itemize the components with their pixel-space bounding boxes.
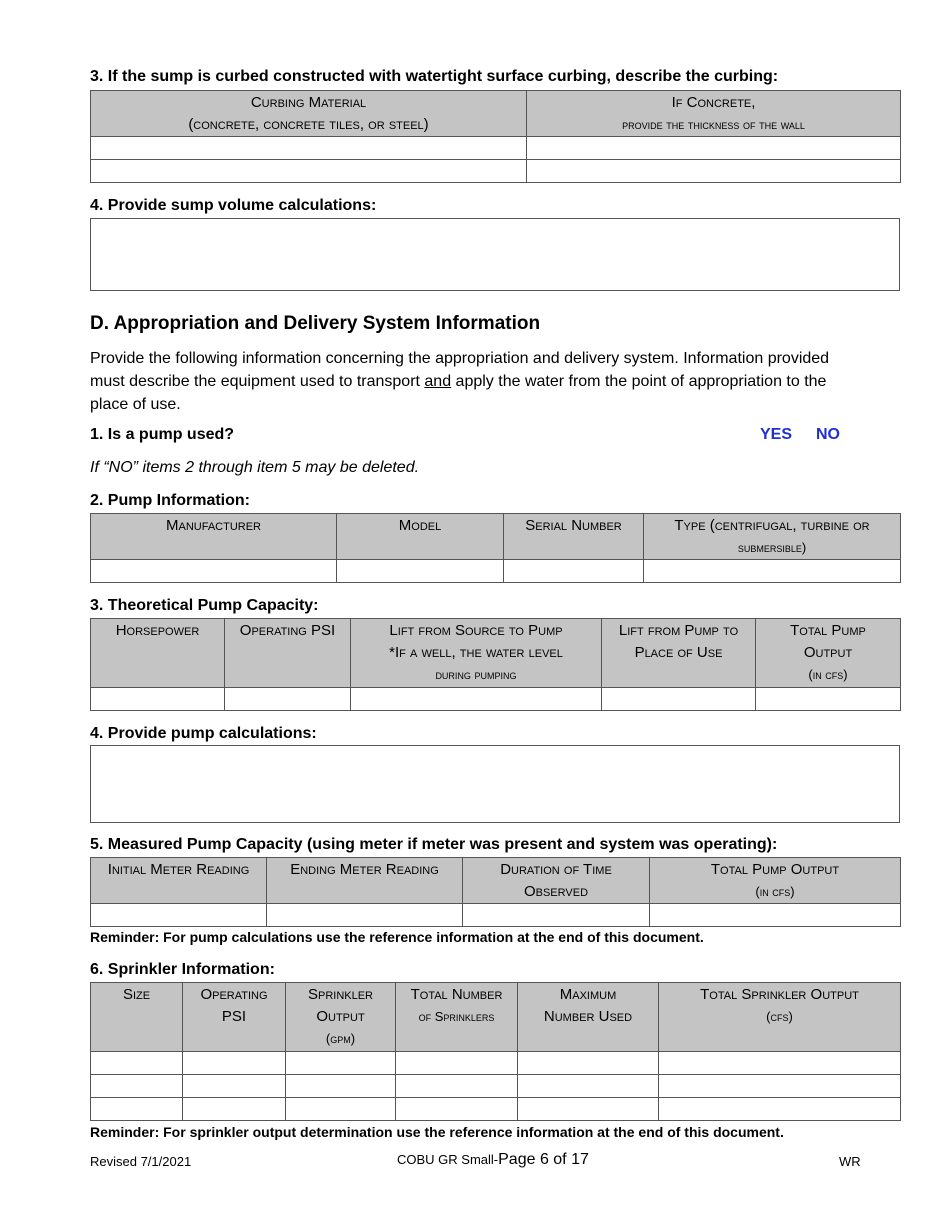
total-sprinkler-output-cell[interactable] — [659, 1098, 901, 1121]
pump-used-heading: 1. Is a pump used? — [90, 426, 235, 443]
size-cell[interactable] — [91, 1052, 183, 1075]
manufacturer-cell[interactable] — [91, 560, 337, 583]
footer-page-info: COBU GR Small-Page 6 of 17 — [397, 1151, 589, 1168]
curbing-material-cell[interactable] — [91, 160, 527, 183]
sprinkler-output-cell[interactable] — [286, 1075, 396, 1098]
yes-option[interactable]: YES — [760, 426, 793, 443]
ending-meter-header: Ending Meter Reading — [267, 858, 463, 904]
measured-total-output-cell[interactable] — [650, 904, 901, 927]
footer-revised: Revised 7/1/2021 — [90, 1154, 192, 1169]
footer-code: WR — [839, 1154, 861, 1169]
size-header: Size — [91, 983, 183, 1052]
sprinkler-output-header: Sprinkler Output (gpm) — [286, 983, 396, 1052]
max-number-used-cell[interactable] — [518, 1052, 659, 1075]
duration-header: Duration of Time Observed — [463, 858, 650, 904]
size-cell[interactable] — [91, 1098, 183, 1121]
total-sprinkler-output-header: Total Sprinkler Output (cfs) — [659, 983, 901, 1052]
total-sprinkler-output-cell[interactable] — [659, 1075, 901, 1098]
section-d-intro: Provide the following information concerning the appropriation and delivery system. Information provided must describe the equipment used to transport and apply the water from the point of appropriation to the place of use. — [90, 350, 830, 413]
section-d-title: D. Appropriation and Delivery System Information — [90, 313, 541, 334]
page-number: Page 6 of 17 — [498, 1151, 589, 1168]
sprinkler-psi-cell[interactable] — [183, 1075, 286, 1098]
sprinkler-psi-cell[interactable] — [183, 1098, 286, 1121]
lift-pump-header: Lift from Pump to Place of Use — [602, 619, 756, 688]
model-cell[interactable] — [337, 560, 504, 583]
pump-calc-heading: 4. Provide pump calculations: — [90, 725, 317, 742]
concrete-thickness-cell[interactable] — [527, 137, 901, 160]
serial-number-cell[interactable] — [504, 560, 644, 583]
total-sprinkler-output-cell[interactable] — [659, 1052, 901, 1075]
total-sprinklers-header: Total Number of Sprinklers — [396, 983, 518, 1052]
duration-cell[interactable] — [463, 904, 650, 927]
total-pump-output-cell[interactable] — [756, 688, 901, 711]
pump-type-header: Type (centrifugal, turbine or submersible) — [644, 514, 901, 560]
pump-info-heading: 2. Pump Information: — [90, 492, 250, 509]
pump-reminder: Reminder: For pump calculations use the reference information at the end of this document. — [90, 929, 704, 945]
sump-calc-heading: 4. Provide sump volume calculations: — [90, 197, 377, 214]
manufacturer-header: Manufacturer — [91, 514, 337, 560]
sprinkler-psi-cell[interactable] — [183, 1052, 286, 1075]
total-sprinklers-cell[interactable] — [396, 1098, 518, 1121]
model-header: Model — [337, 514, 504, 560]
measured-capacity-table — [90, 857, 901, 927]
no-option[interactable]: NO — [816, 426, 840, 443]
lift-source-cell[interactable] — [351, 688, 602, 711]
max-number-used-cell[interactable] — [518, 1098, 659, 1121]
concrete-thickness-cell[interactable] — [527, 160, 901, 183]
operating-psi-cell[interactable] — [225, 688, 351, 711]
total-pump-output-header: Total Pump Output (in cfs) — [756, 619, 901, 688]
curbing-material-cell[interactable] — [91, 137, 527, 160]
sprinkler-heading: 6. Sprinkler Information: — [90, 961, 275, 978]
curbing-table — [90, 90, 901, 183]
measured-capacity-heading: 5. Measured Pump Capacity (using meter if meter was present and system was operating): — [90, 836, 778, 853]
total-sprinklers-cell[interactable] — [396, 1075, 518, 1098]
operating-psi-header: Operating PSI — [225, 619, 351, 688]
serial-number-header: Serial Number — [504, 514, 644, 560]
pump-type-cell[interactable] — [644, 560, 901, 583]
max-number-used-header: Maximum Number Used — [518, 983, 659, 1052]
concrete-thickness-header: If Concrete, provide the thickness of the wall — [527, 91, 901, 137]
pump-info-table — [90, 513, 901, 583]
theoretical-capacity-heading: 3. Theoretical Pump Capacity: — [90, 597, 319, 614]
horsepower-cell[interactable] — [91, 688, 225, 711]
theoretical-capacity-table — [90, 618, 901, 711]
sprinkler-output-cell[interactable] — [286, 1052, 396, 1075]
horsepower-header: Horsepower — [91, 619, 225, 688]
lift-source-header: Lift from Source to Pump *If a well, the water level during pumping — [351, 619, 602, 688]
ending-meter-cell[interactable] — [267, 904, 463, 927]
initial-meter-header: Initial Meter Reading — [91, 858, 267, 904]
size-cell[interactable] — [91, 1075, 183, 1098]
curbing-heading: 3. If the sump is curbed constructed with watertight surface curbing, describe the curbing: — [90, 68, 779, 85]
sump-calc-box[interactable] — [90, 218, 900, 291]
pump-calc-box[interactable] — [90, 745, 900, 823]
sprinkler-output-cell[interactable] — [286, 1098, 396, 1121]
pump-note: If “NO” items 2 through item 5 may be deleted. — [90, 459, 420, 476]
initial-meter-cell[interactable] — [91, 904, 267, 927]
curbing-material-header: Curbing Material (concrete, concrete tiles, or steel) — [91, 91, 527, 137]
sprinkler-reminder: Reminder: For sprinkler output determination use the reference information at the end of this document. — [90, 1124, 784, 1140]
total-sprinklers-cell[interactable] — [396, 1052, 518, 1075]
max-number-used-cell[interactable] — [518, 1075, 659, 1098]
sprinkler-table — [90, 982, 901, 1121]
lift-pump-cell[interactable] — [602, 688, 756, 711]
sprinkler-psi-header: Operating PSI — [183, 983, 286, 1052]
measured-total-output-header: Total Pump Output (in cfs) — [650, 858, 901, 904]
